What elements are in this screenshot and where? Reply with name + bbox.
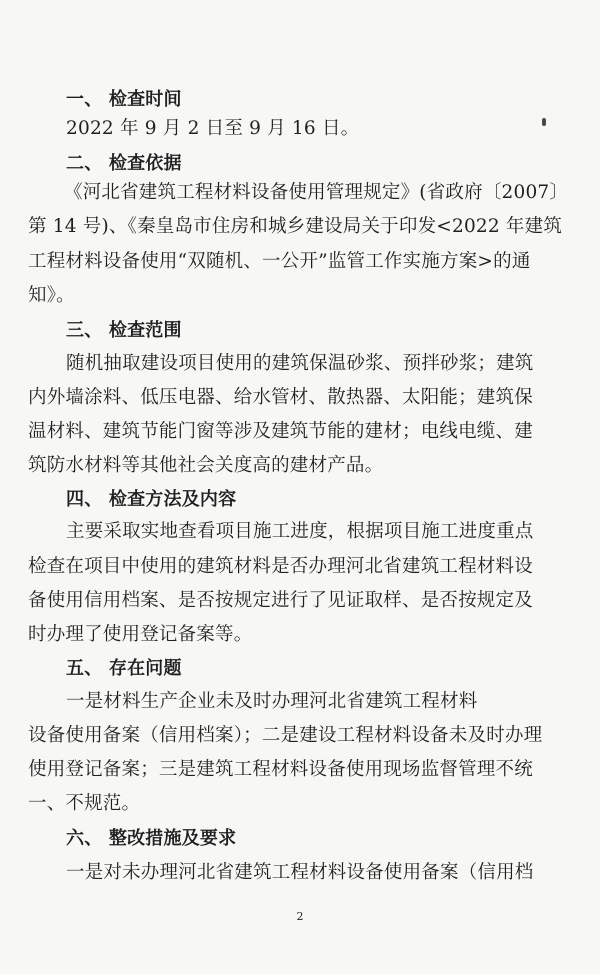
paragraph-line: 筑防水材料等其他社会关度高的建材产品。 — [28, 455, 384, 476]
paragraph-line: 《河北省建筑工程材料设备使用管理规定》(省政府〔2007〕 — [64, 182, 569, 203]
paragraph-line: 时办理了使用登记备案等。 — [28, 624, 253, 645]
paragraph-line: 使用登记备案；三是建筑工程材料设备使用现场监督管理不统 — [28, 759, 533, 780]
page-number: 2 — [296, 910, 304, 923]
scan-speck — [542, 118, 546, 126]
paragraph-line: 一是对未办理河北省建筑工程材料设备使用备案（信用档 — [66, 862, 534, 883]
paragraph-line: 备使用信用档案、是否按规定进行了见证取样、是否按规定及 — [28, 590, 533, 611]
paragraph-line: 2022 年 9 月 2 日至 9 月 16 日。 — [66, 118, 360, 139]
paragraph-line: 一是材料生产企业未及时办理河北省建筑工程材料 — [66, 691, 478, 712]
paragraph-line: 内外墙涂料、低压电器、给水管材、散热器、太阳能；建筑保 — [28, 387, 533, 408]
paragraph-line: 一、不规范。 — [28, 793, 141, 814]
paragraph-line: 工程材料设备使用“双随机、一公开”监管工作实施方案>的通 — [28, 251, 531, 272]
paragraph-line: 设备使用备案（信用档案）；二是建设工程材料设备未及时办理 — [28, 725, 543, 746]
section-heading: 五、 存在问题 — [66, 658, 182, 679]
section-heading: 三、 检查范围 — [66, 320, 182, 341]
paragraph-line: 检查在项目中使用的建筑材料是否办理河北省建筑工程材料设 — [28, 556, 533, 577]
section-heading: 四、 检查方法及内容 — [66, 489, 237, 510]
paragraph-line: 主要采取实地查看项目施工进度，根据项目施工进度重点 — [66, 521, 534, 542]
paragraph-line: 随机抽取建设项目使用的建筑保温砂浆、预拌砂浆；建筑 — [66, 353, 534, 374]
paragraph-line: 知》。 — [28, 285, 75, 306]
paragraph-line: 温材料、建筑节能门窗等涉及建筑节能的建材；电线电缆、建 — [28, 421, 533, 442]
section-heading: 一、 检查时间 — [66, 89, 182, 110]
paragraph-line: 第 14 号)、《秦皇岛市住房和城乡建设局关于印发<2022 年建筑 — [28, 216, 563, 237]
section-heading: 六、 整改措施及要求 — [66, 828, 237, 849]
section-heading: 二、 检查依据 — [66, 153, 182, 174]
